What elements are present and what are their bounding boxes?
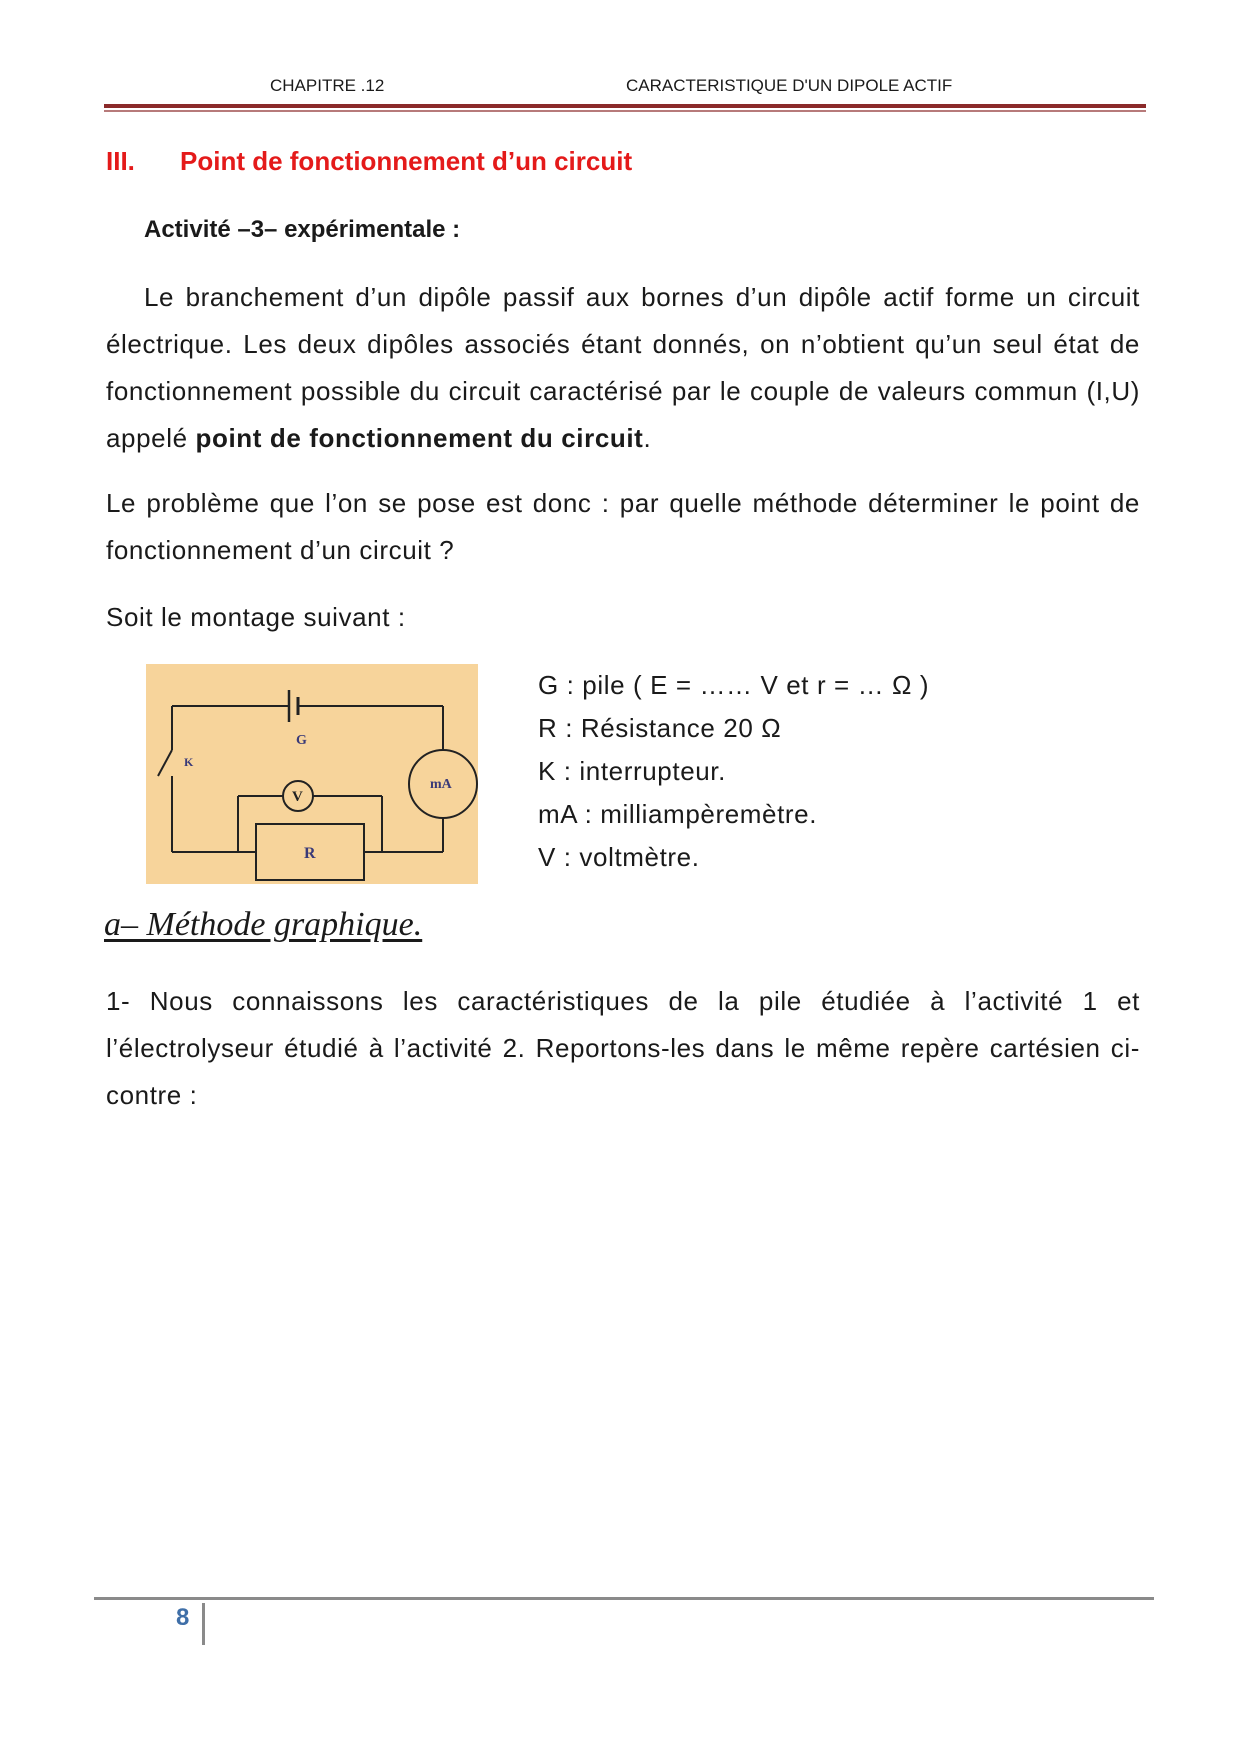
paragraph-intro-text: Le branchement d’un dipôle passif aux bornes d’un dipôle actif forme un circuit électrique. Les deux dipôles associés étant donnés, on n’obtient qu’un seul état de fonctionnement possible du circuit caractérisé par le couple de valeurs commun (I,U) appelé bbox=[106, 282, 1140, 453]
component-legend bbox=[538, 664, 929, 879]
footer-divider bbox=[202, 1603, 205, 1645]
legend-milliammeter: mA : milliampèremètre. bbox=[538, 799, 818, 829]
legend-voltmeter: V : voltmètre. bbox=[538, 842, 700, 872]
paragraph-intro-end: . bbox=[643, 423, 652, 453]
page-number: 8 bbox=[176, 1604, 190, 1631]
legend-generator: G : pile ( E = …… V et r = … Ω ) bbox=[538, 670, 930, 700]
circuit-schematic bbox=[146, 664, 478, 884]
section-number: III. bbox=[106, 146, 135, 176]
footer-rule bbox=[94, 1597, 1154, 1600]
paragraph-step-1: 1- Nous connaissons les caractéristiques de la pile étudiée à l’activité 1 et l’électrolyseur étudié à l’activité 2. Reportons-les dans le même repère cartésien ci-contre : bbox=[106, 986, 1140, 1110]
paragraph-problem: Le problème que l’on se pose est donc : par quelle méthode déterminer le point de fonctionnement d’un circuit ? bbox=[106, 488, 1140, 565]
generator-label: G bbox=[296, 733, 307, 748]
legend-resistor: R : Résistance 20 Ω bbox=[538, 713, 782, 743]
resistor-label: R bbox=[304, 845, 316, 862]
method-heading: a– Méthode graphique. bbox=[104, 906, 423, 943]
milliammeter-label: mA bbox=[430, 777, 452, 792]
chapter-label: CHAPITRE .12 bbox=[270, 76, 385, 95]
switch-blade bbox=[158, 750, 172, 776]
voltmeter-label: V bbox=[292, 789, 303, 805]
paragraph-intro bbox=[106, 274, 1140, 462]
activity-heading: Activité –3– expérimentale : bbox=[144, 216, 461, 243]
section-title: Point de fonctionnement d’un circuit bbox=[180, 146, 633, 176]
chapter-title: CARACTERISTIQUE D'UN DIPOLE ACTIF bbox=[626, 76, 953, 95]
paragraph-setup: Soit le montage suivant : bbox=[106, 602, 406, 632]
header-rule-thin bbox=[104, 110, 1146, 112]
circuit-diagram bbox=[146, 664, 478, 884]
header-rule bbox=[104, 104, 1146, 108]
switch-label: K bbox=[184, 755, 194, 769]
operating-point-term: point de fonctionnement du circuit bbox=[195, 423, 644, 453]
section-heading bbox=[106, 146, 632, 177]
legend-switch: K : interrupteur. bbox=[538, 756, 726, 786]
page-header bbox=[104, 76, 1144, 100]
